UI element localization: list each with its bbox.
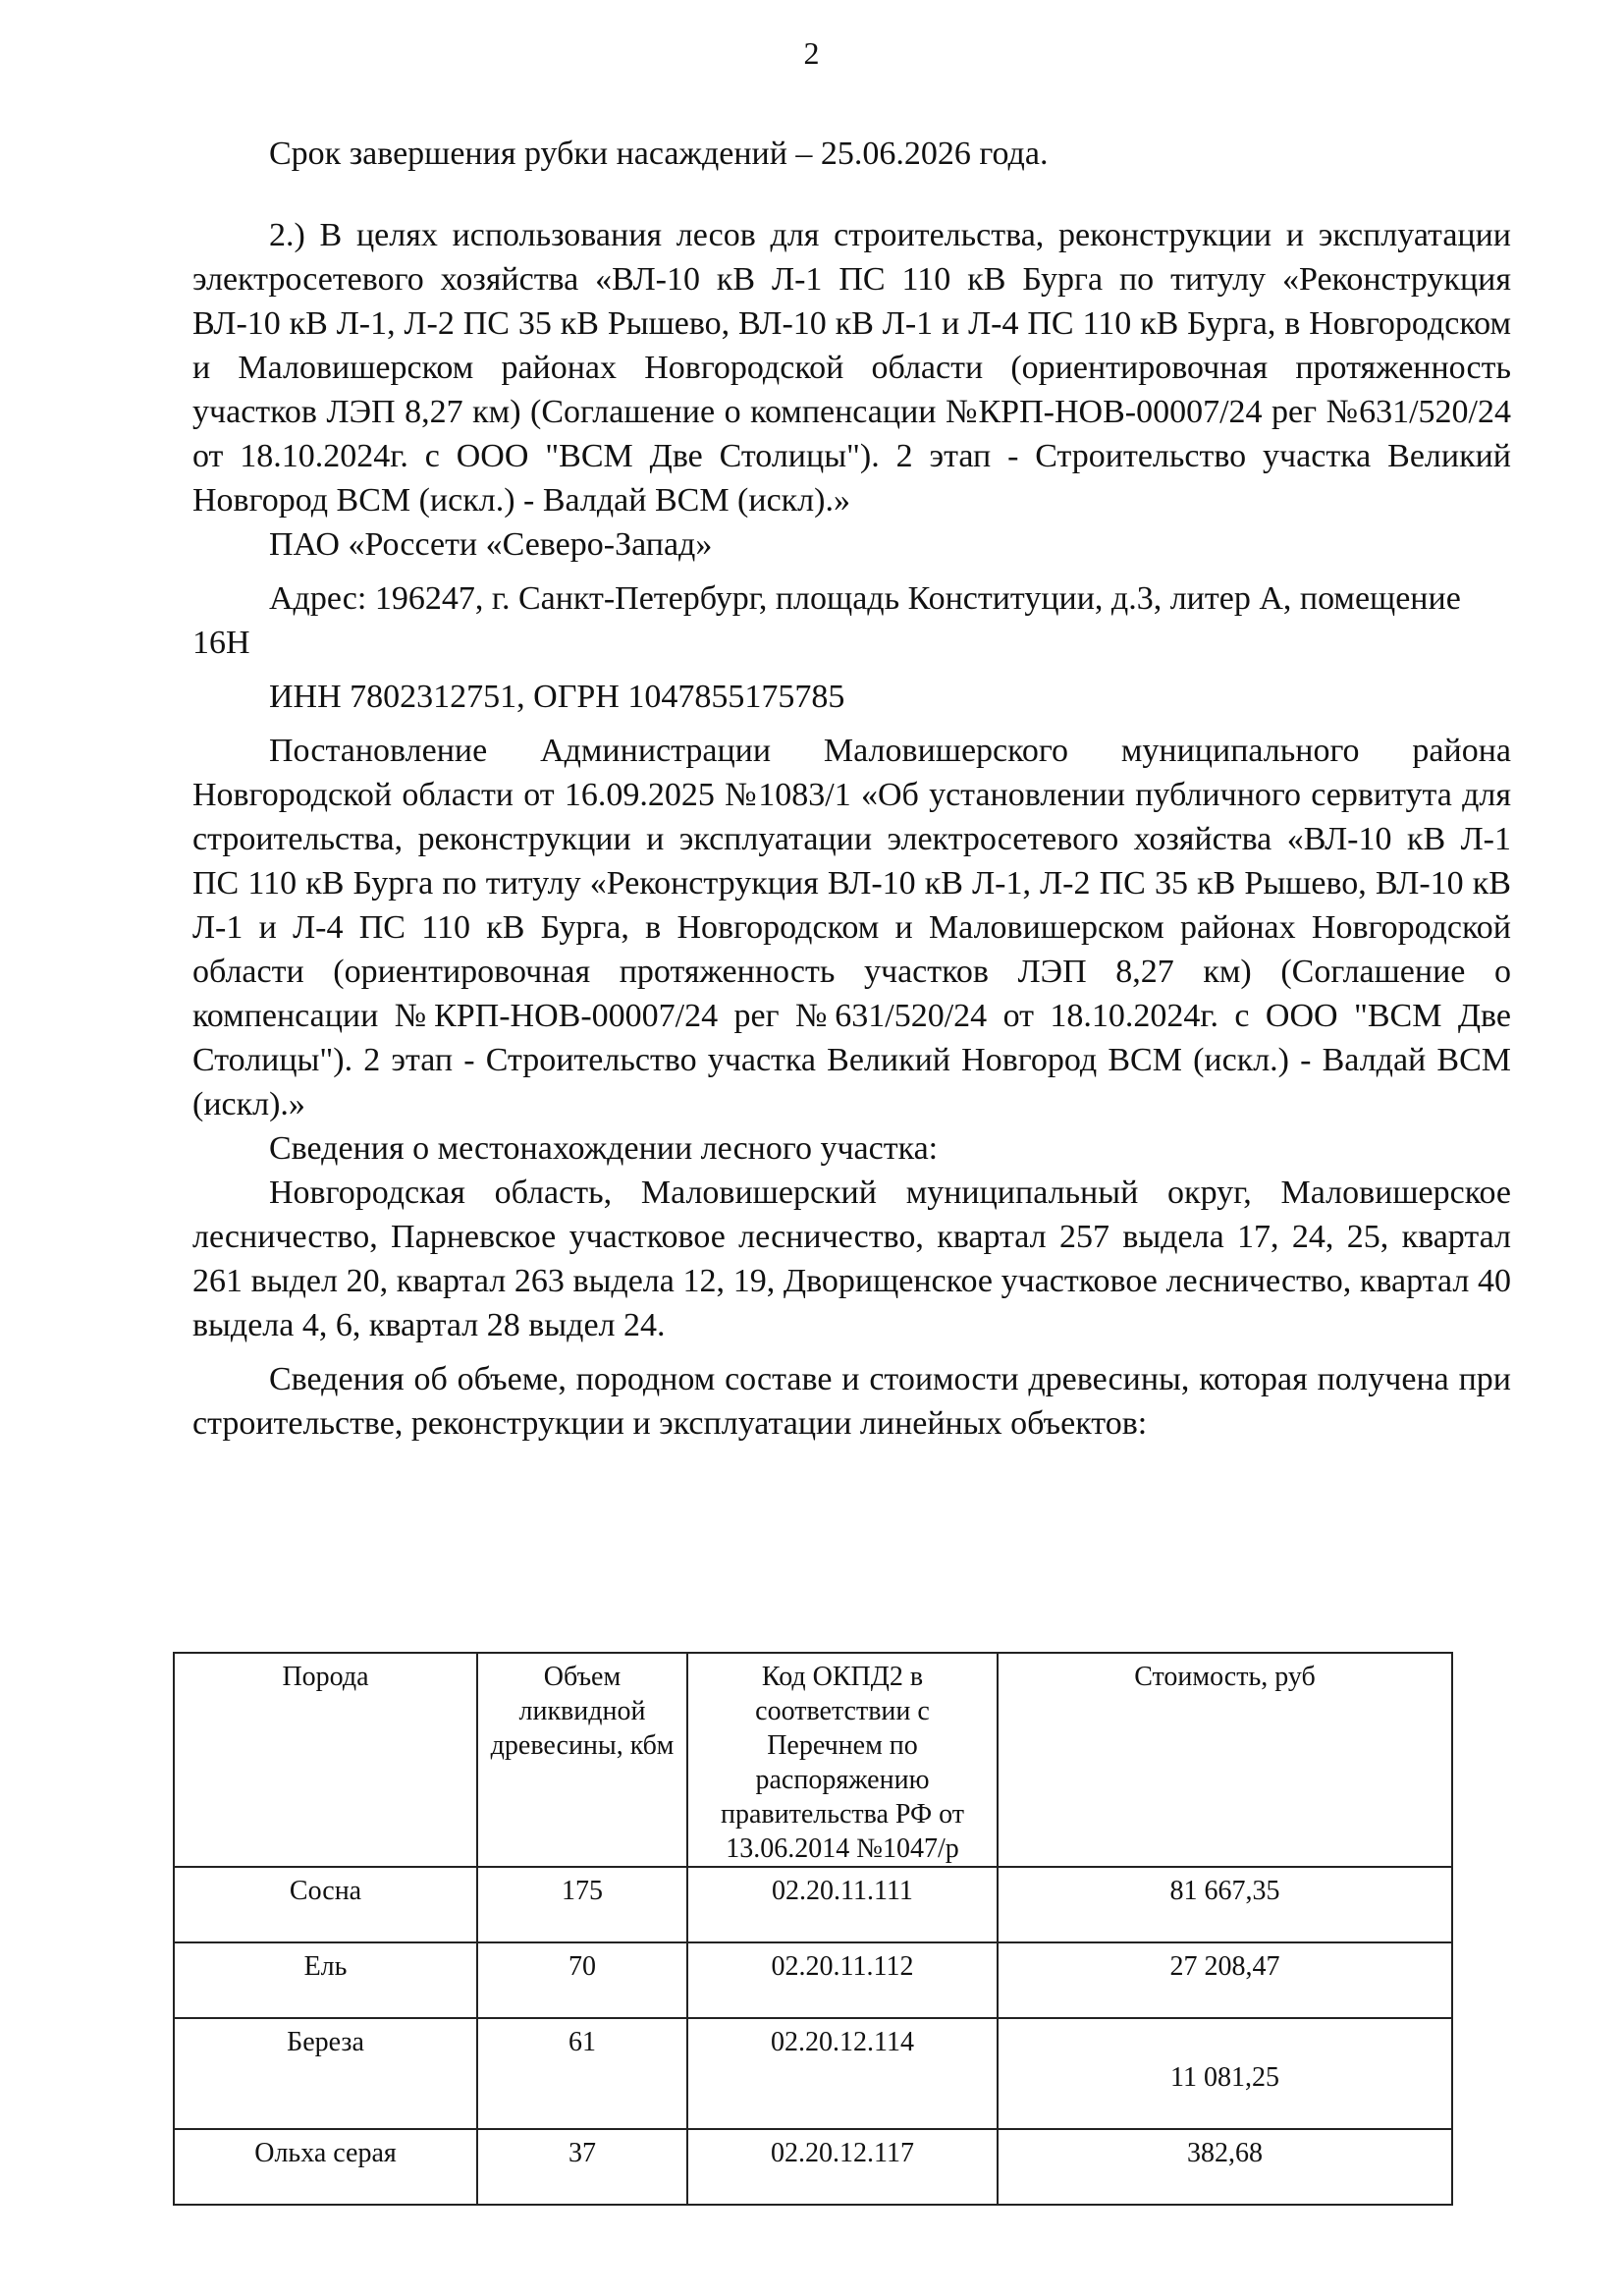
cell-volume: 37: [477, 2129, 687, 2205]
page-number: 2: [803, 35, 820, 71]
table-header-row: [174, 1653, 1452, 1867]
table-row: [174, 1867, 1452, 1942]
cell-species: Ель: [174, 1942, 477, 2018]
cell-cost: 382,68: [998, 2129, 1452, 2205]
document-body: [192, 132, 1511, 1446]
cell-volume: 175: [477, 1867, 687, 1942]
cell-code: 02.20.11.112: [687, 1942, 998, 2018]
cell-code: 02.20.12.117: [687, 2129, 998, 2205]
table-row: [174, 2018, 1452, 2129]
cell-cost: 81 667,35: [998, 1867, 1452, 1942]
header-okpd2-code: Код ОКПД2 в соответствии с Перечнем по распоряжению правительства РФ от 13.06.2014 №1047/р: [687, 1653, 998, 1867]
paragraph-resolution: Постановление Администрации Маловишерского муниципального района Новгородской области от 16.09.2025 №1083/1 «Об установлении публичного сервитута для строительства, реконструкции и эксплуатации электросетевого хозяйства «ВЛ-10 кВ Л-1 ПС 110 кВ Бурга по титулу «Реконструкция ВЛ-10 кВ Л-1, Л-2 ПС 35 кВ Рышево, ВЛ-10 кВ Л-1 и Л-4 ПС 110 кВ Бурга, в Новгородском и Маловишерском районах Новгородской области (ориентировочная протяженность участков ЛЭП 8,27 км) (Соглашение о компенсации №КРП-НОВ-00007/24 рег №631/520/24 от 18.10.2024г. с ООО "ВСМ Две Столицы"). 2 этап - Строительство участка Великий Новгород ВСМ (искл.) - Валдай ВСМ (искл).»: [192, 733, 1511, 1122]
cell-cost: 11 081,25: [998, 2018, 1452, 2129]
paragraph-felling-deadline: Срок завершения рубки насаждений – 25.06.2026 года.: [269, 136, 1049, 172]
cell-code: 02.20.11.111: [687, 1867, 998, 1942]
cell-species: Ольха серая: [174, 2129, 477, 2205]
timber-table: [173, 1652, 1453, 2206]
paragraph-forest-use-purpose: 2.) В целях использования лесов для строительства, реконструкции и эксплуатации электросетевого хозяйства «ВЛ-10 кВ Л-1 ПС 110 кВ Бурга по титулу «Реконструкция ВЛ-10 кВ Л-1, Л-2 ПС 35 кВ Рышево, ВЛ-10 кВ Л-1 и Л-4 ПС 110 кВ Бурга, в Новгородском и Маловишерском районах Новгородской области (ориентировочная протяженность участков ЛЭП 8,27 км) (Соглашение о компенсации №КРП-НОВ-00007/24 рег №631/520/24 от 18.10.2024г. с ООО "ВСМ Две Столицы"). 2 этап - Строительство участка Великий Новгород ВСМ (искл.) - Валдай ВСМ (искл).»: [192, 217, 1511, 519]
cell-volume: 61: [477, 2018, 687, 2129]
cell-species: Сосна: [174, 1867, 477, 1942]
header-species: Порода: [174, 1653, 477, 1867]
cell-code: 02.20.12.114: [687, 2018, 998, 2129]
header-volume: Объем ликвидной древесины, кбм: [477, 1653, 687, 1867]
paragraph-timber-info: Сведения об объеме, породном составе и стоимости древесины, которая получена при строительстве, реконструкции и эксплуатации линейных объектов:: [192, 1361, 1511, 1442]
paragraph-location: Новгородская область, Маловишерский муниципальный округ, Маловишерское лесничество, Парневское участковое лесничество, квартал 257 выдела 17, 24, 25, квартал 261 выдел 20, квартал 263 выдела 12, 19, Дворищенское участковое лесничество, квартал 40 выдела 4, 6, квартал 28 выдел 24.: [192, 1175, 1511, 1343]
paragraph-organization: ПАО «Россети «Северо-Запад»: [269, 526, 713, 563]
cell-volume: 70: [477, 1942, 687, 2018]
paragraph-address: Адрес: 196247, г. Санкт-Петербург, площадь Конституции, д.3, литер А, помещение 16Н: [192, 580, 1461, 661]
cell-cost: 27 208,47: [998, 1942, 1452, 2018]
table-row: [174, 1942, 1452, 2018]
header-cost: Стоимость, руб: [998, 1653, 1452, 1867]
paragraph-inn-ogrn: ИНН 7802312751, ОГРН 1047855175785: [269, 679, 845, 715]
paragraph-location-heading: Сведения о местонахождении лесного участка:: [269, 1130, 939, 1167]
table-row: [174, 2129, 1452, 2205]
cell-species: Береза: [174, 2018, 477, 2129]
